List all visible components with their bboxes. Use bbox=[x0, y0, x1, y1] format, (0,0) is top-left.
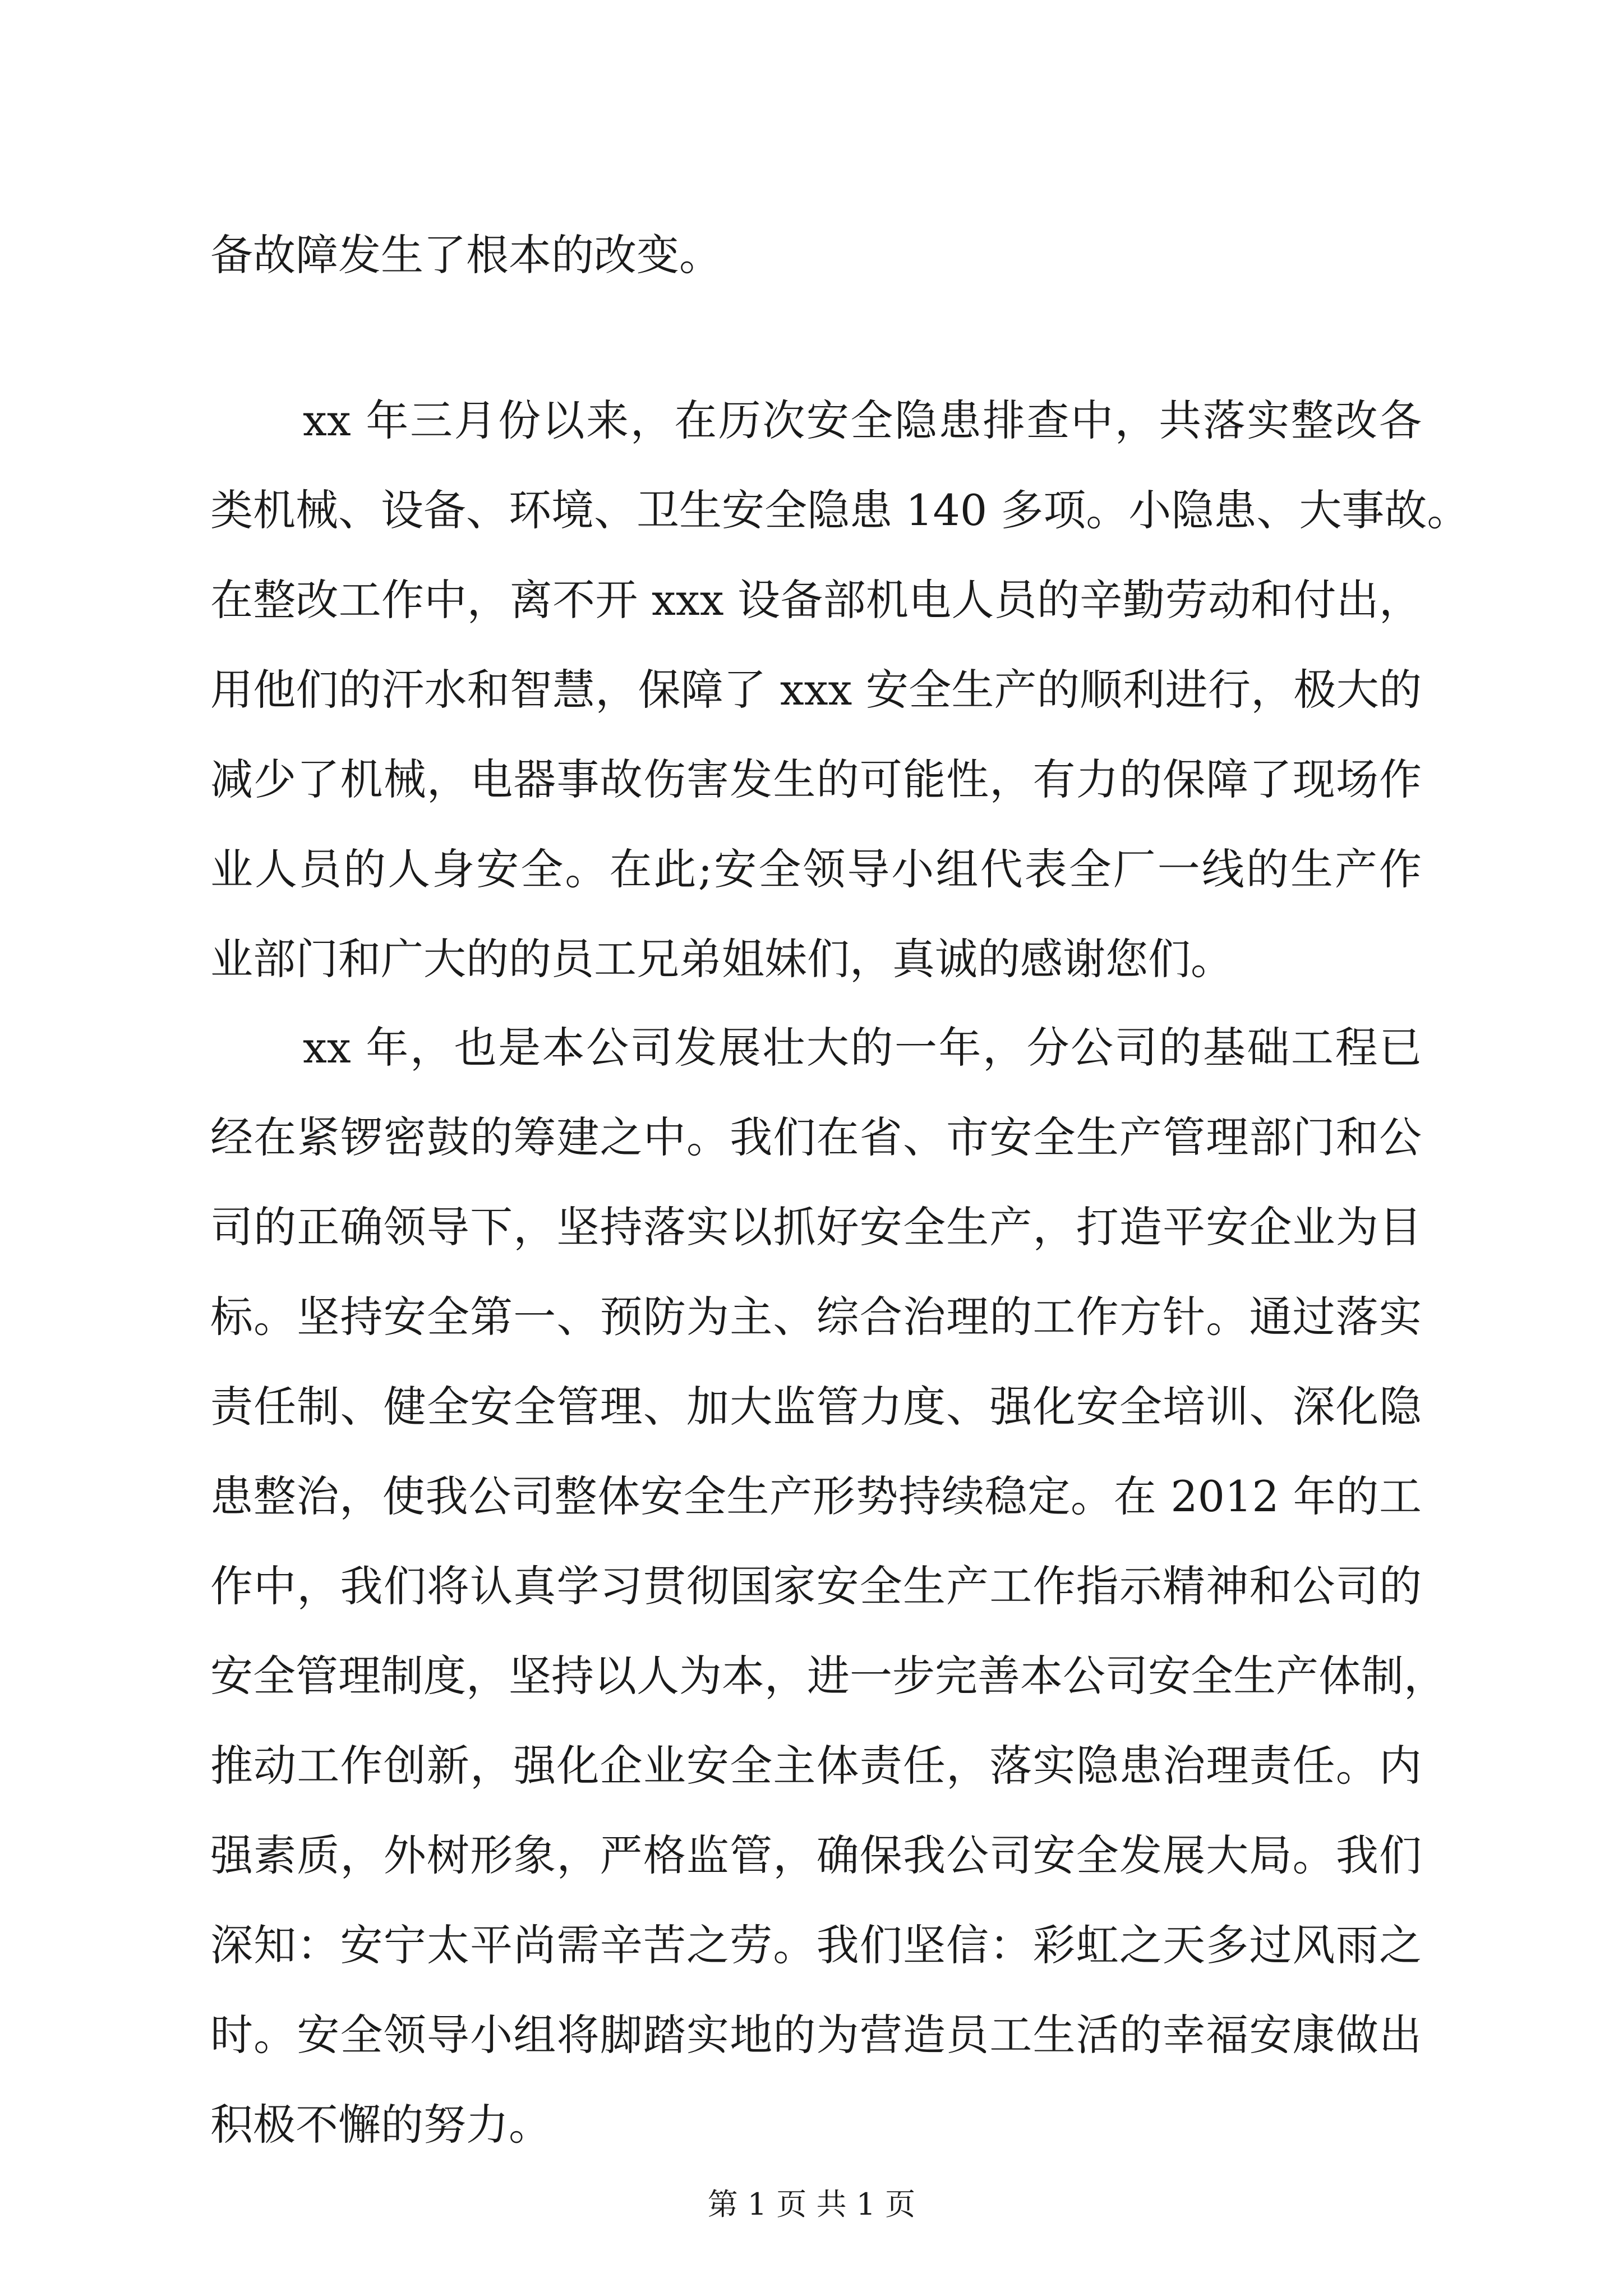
text-line: 经在紧锣密鼓的筹建之中。我们在省、市安全生产管理部门和公 bbox=[210, 1112, 1422, 1162]
text-line: 用他们的汗水和智慧，保障了 xxx 安全生产的顺利进行，极大的 bbox=[210, 665, 1422, 715]
page-footer: 第 1 页 共 1 页 bbox=[707, 2187, 916, 2222]
text-line: 强素质，外树形象，严格监管，确保我公司安全发展大局。我们 bbox=[210, 1830, 1422, 1880]
text-line: 备故障发生了根本的改变。 bbox=[210, 230, 722, 280]
text-line: xx 年，也是本公司发展壮大的一年，分公司的基础工程已 bbox=[303, 1023, 1422, 1073]
text-line: xx 年三月份以来，在历次安全隐患排查中，共落实整改各 bbox=[303, 395, 1422, 445]
text-line: 类机械、设备、环境、卫生安全隐患 140 多项。小隐患、大事故。 bbox=[210, 485, 1470, 535]
text-line: 积极不懈的努力。 bbox=[210, 2100, 551, 2150]
text-line: 安全管理制度，坚持以人为本，进一步完善本公司安全生产体制， bbox=[210, 1651, 1446, 1701]
text-line: 责任制、健全安全管理、加大监管力度、强化安全培训、深化隐 bbox=[210, 1382, 1422, 1432]
text-line: 推动工作创新，强化企业安全主体责任，落实隐患治理责任。内 bbox=[210, 1741, 1422, 1791]
text-line: 司的正确领导下，坚持落实以抓好安全生产，打造平安企业为目 bbox=[210, 1202, 1422, 1252]
text-line: 减少了机械，电器事故伤害发生的可能性，有力的保障了现场作 bbox=[210, 754, 1422, 804]
text-line: 业人员的人身安全。在此;安全领导小组代表全厂一线的生产作 bbox=[210, 844, 1422, 894]
text-line: 深知：安宁太平尚需辛苦之劳。我们坚信：彩虹之天多过风雨之 bbox=[210, 1920, 1422, 1970]
text-line: 在整改工作中，离不开 xxx 设备部机电人员的辛勤劳动和付出， bbox=[210, 575, 1422, 625]
text-line: 作中，我们将认真学习贯彻国家安全生产工作指示精神和公司的 bbox=[210, 1561, 1422, 1611]
text-line: 业部门和广大的的员工兄弟姐妹们，真诚的感谢您们。 bbox=[210, 934, 1233, 984]
text-line: 时。安全领导小组将脚踏实地的为营造员工生活的幸福安康做出 bbox=[210, 2010, 1422, 2060]
text-line: 标。坚持安全第一、预防为主、综合治理的工作方针。通过落实 bbox=[210, 1292, 1422, 1342]
text-line: 患整治，使我公司整体安全生产形势持续稳定。在 2012 年的工 bbox=[210, 1471, 1422, 1521]
